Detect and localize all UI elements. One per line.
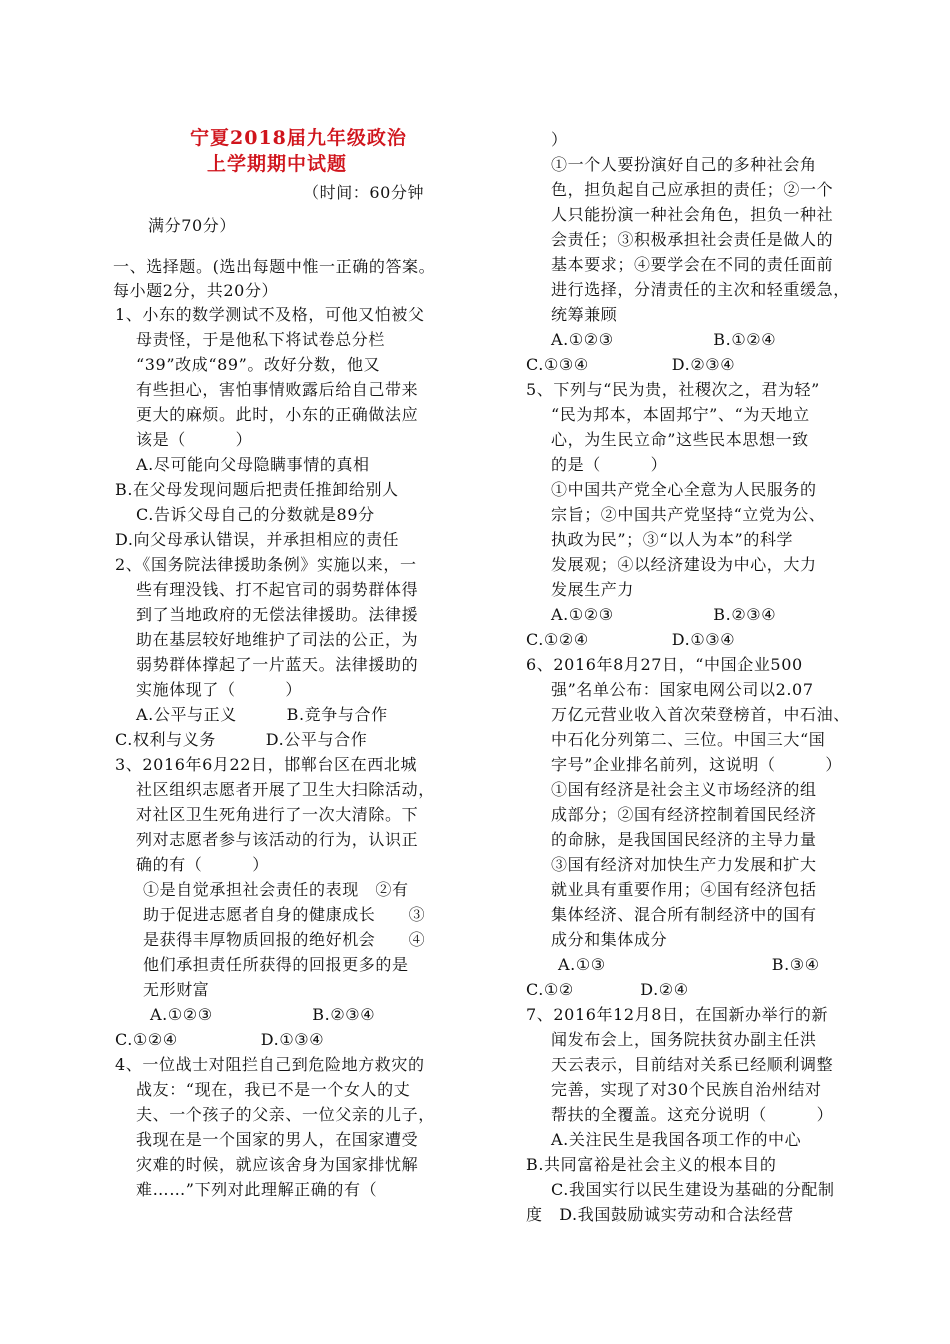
left-line: 我现在是一个国家的男人，在国家遭受 bbox=[136, 1130, 419, 1149]
right-line: 中石化分列第二、三位。中国三大“国 bbox=[551, 730, 826, 749]
right-line: C.①③④ D.②③④ bbox=[526, 355, 736, 374]
right-line: 执政为民”；③“以人为本”的科学 bbox=[551, 530, 794, 549]
left-line: 难……”下列对此理解正确的有（ bbox=[136, 1180, 378, 1199]
left-line: B.在父母发现问题后把责任推卸给别人 bbox=[115, 480, 399, 499]
left-line: 确的有（ ） bbox=[136, 855, 269, 874]
right-line: ①国有经济是社会主义市场经济的组 bbox=[551, 780, 817, 799]
right-line: 的是（ ） bbox=[551, 455, 668, 474]
left-line: C.①②④ D.①③④ bbox=[115, 1030, 325, 1049]
right-line: 强”名单公布：国家电网公司以2.07 bbox=[551, 680, 814, 699]
right-line: 度 D.我国鼓励诚实劳动和合法经营 bbox=[526, 1205, 794, 1224]
right-line: 基本要求；④要学会在不同的责任面前 bbox=[551, 255, 834, 274]
right-line: 会责任；③积极承担社会责任是做人的 bbox=[551, 230, 834, 249]
left-line: 战友：“现在，我已不是一个女人的丈 bbox=[136, 1080, 411, 1099]
right-line: 发展观；④以经济建设为中心，大力 bbox=[551, 555, 817, 574]
right-line: C.我国实行以民生建设为基础的分配制 bbox=[551, 1180, 835, 1199]
left-line: “39”改成“89”。改好分数，他又 bbox=[136, 355, 381, 374]
left-line: 实施体现了（ ） bbox=[136, 680, 303, 699]
right-line: 5、下列与“民为贵，社稷次之，君为轻” bbox=[526, 380, 820, 399]
right-line: 色，担负起自己应承担的责任；②一个 bbox=[551, 180, 834, 199]
left-line: C.告诉父母自己的分数就是89分 bbox=[136, 505, 375, 524]
exam-time: （时间：60分钟 bbox=[303, 183, 425, 202]
right-line: 的命脉，是我国国民经济的主导力量 bbox=[551, 830, 817, 849]
left-line: 有些担心，害怕事情败露后给自己带来 bbox=[136, 380, 419, 399]
left-line: 到了当地政府的无偿法律援助。法律援 bbox=[136, 605, 419, 624]
left-line: A.①②③ B.②③④ bbox=[150, 1005, 376, 1024]
right-line: 7、2016年12月8日，在国新办举行的新 bbox=[526, 1005, 829, 1024]
left-line: ①是自觉承担社会责任的表现 ②有 bbox=[143, 880, 409, 899]
right-line: 成分和集体成分 bbox=[551, 930, 668, 949]
right-line: 就业具有重要作用；④国有经济包括 bbox=[551, 880, 817, 899]
left-line: 对社区卫生死角进行了一次大清除。下 bbox=[136, 805, 419, 824]
section-heading-2: 每小题2分，共20分） bbox=[113, 281, 279, 300]
right-line: A.关注民生是我国各项工作的中心 bbox=[551, 1130, 802, 1149]
right-line: 统筹兼顾 bbox=[551, 305, 618, 324]
right-line: 天云表示，目前结对关系已经顺利调整 bbox=[551, 1055, 834, 1074]
left-line: 4、一位战士对阻拦自己到危险地方救灾的 bbox=[115, 1055, 425, 1074]
right-line: 字号”企业排名前列，这说明（ ） bbox=[551, 755, 842, 774]
left-line: 是获得丰厚物质回报的绝好机会 ④ bbox=[143, 930, 426, 949]
right-line: C.①②④ D.①③④ bbox=[526, 630, 736, 649]
left-line: 他们承担责任所获得的回报更多的是 bbox=[143, 955, 409, 974]
left-line: 更大的麻烦。此时，小东的正确做法应 bbox=[136, 405, 419, 424]
right-line: 进行选择，分清责任的主次和轻重缓急， bbox=[551, 280, 850, 299]
left-line: 助在基层较好地维护了司法的公正，为 bbox=[136, 630, 419, 649]
right-line: 成部分；②国有经济控制着国民经济 bbox=[551, 805, 817, 824]
right-line: 宗旨；②中国共产党坚持“立党为公、 bbox=[551, 505, 826, 524]
right-line: A.①②③ B.②③④ bbox=[551, 605, 777, 624]
right-line: 万亿元营业收入首次荣登榜首，中石油、 bbox=[551, 705, 850, 724]
right-line: A.①③ B.③④ bbox=[558, 955, 820, 974]
right-line: “民为邦本，本固邦宁”、“为天地立 bbox=[551, 405, 810, 424]
left-line: C.权利与义务 D.公平与合作 bbox=[115, 730, 368, 749]
right-line: 心，为生民立命”这些民本思想一致 bbox=[551, 430, 809, 449]
right-line: 完善，实现了对30个民族自治州结对 bbox=[551, 1080, 822, 1099]
left-line: A.公平与正义 B.竞争与合作 bbox=[136, 705, 388, 724]
left-line: 列对志愿者参与该活动的行为，认识正 bbox=[136, 830, 419, 849]
left-line: 夫、一个孩子的父亲、一位父亲的儿子， bbox=[136, 1105, 435, 1124]
left-line: 灾难的时候，就应该舍身为国家排忧解 bbox=[136, 1155, 419, 1174]
left-line: 助于促进志愿者自身的健康成长 ③ bbox=[143, 905, 426, 924]
left-line: 3、2016年6月22日，邯郸台区在西北城 bbox=[115, 755, 418, 774]
left-line: 弱势群体撑起了一片蓝天。法律援助的 bbox=[136, 655, 419, 674]
right-line: ①中国共产党全心全意为人民服务的 bbox=[551, 480, 817, 499]
left-line: 社区组织志愿者开展了卫生大扫除活动， bbox=[136, 780, 435, 799]
right-line: C.①② D.②④ bbox=[526, 980, 689, 999]
right-line: 帮扶的全覆盖。这充分说明（ ） bbox=[551, 1105, 834, 1124]
right-line: 集体经济、混合所有制经济中的国有 bbox=[551, 905, 817, 924]
page-title-line1: 宁夏2018届九年级政治 bbox=[190, 127, 407, 149]
left-line: 些有理没钱、打不起官司的弱势群体得 bbox=[136, 580, 419, 599]
right-line: A.①②③ B.①②④ bbox=[551, 330, 777, 349]
right-line: B.共同富裕是社会主义的根本目的 bbox=[526, 1155, 777, 1174]
left-line: 2、《国务院法律援助条例》实施以来，一 bbox=[115, 555, 417, 574]
right-line: ③国有经济对加快生产力发展和扩大 bbox=[551, 855, 817, 874]
left-line: 母责怪，于是他私下将试卷总分栏 bbox=[136, 330, 386, 349]
left-line: 该是（ ） bbox=[136, 430, 253, 449]
page-title-line2: 上学期期中试题 bbox=[207, 153, 348, 175]
left-line: A.尽可能向父母隐瞒事情的真相 bbox=[136, 455, 370, 474]
left-line: 1、小东的数学测试不及格，可他又怕被父 bbox=[115, 305, 425, 324]
left-line: 无形财富 bbox=[143, 980, 210, 999]
right-line: 发展生产力 bbox=[551, 580, 635, 599]
right-line: 人只能扮演一种社会角色，担负一种社 bbox=[551, 205, 834, 224]
right-line: ） bbox=[551, 130, 568, 149]
section-heading: 一、选择题。(选出每题中惟一正确的答案。 bbox=[113, 257, 436, 276]
right-line: 闻发布会上，国务院扶贫办副主任洪 bbox=[551, 1030, 817, 1049]
right-line: 6、2016年8月27日，“中国企业500 bbox=[526, 655, 803, 674]
right-line: ①一个人要扮演好自己的多种社会角 bbox=[551, 155, 817, 174]
left-line: D.向父母承认错误，并承担相应的责任 bbox=[115, 530, 400, 549]
exam-score: 满分70分） bbox=[148, 216, 236, 235]
